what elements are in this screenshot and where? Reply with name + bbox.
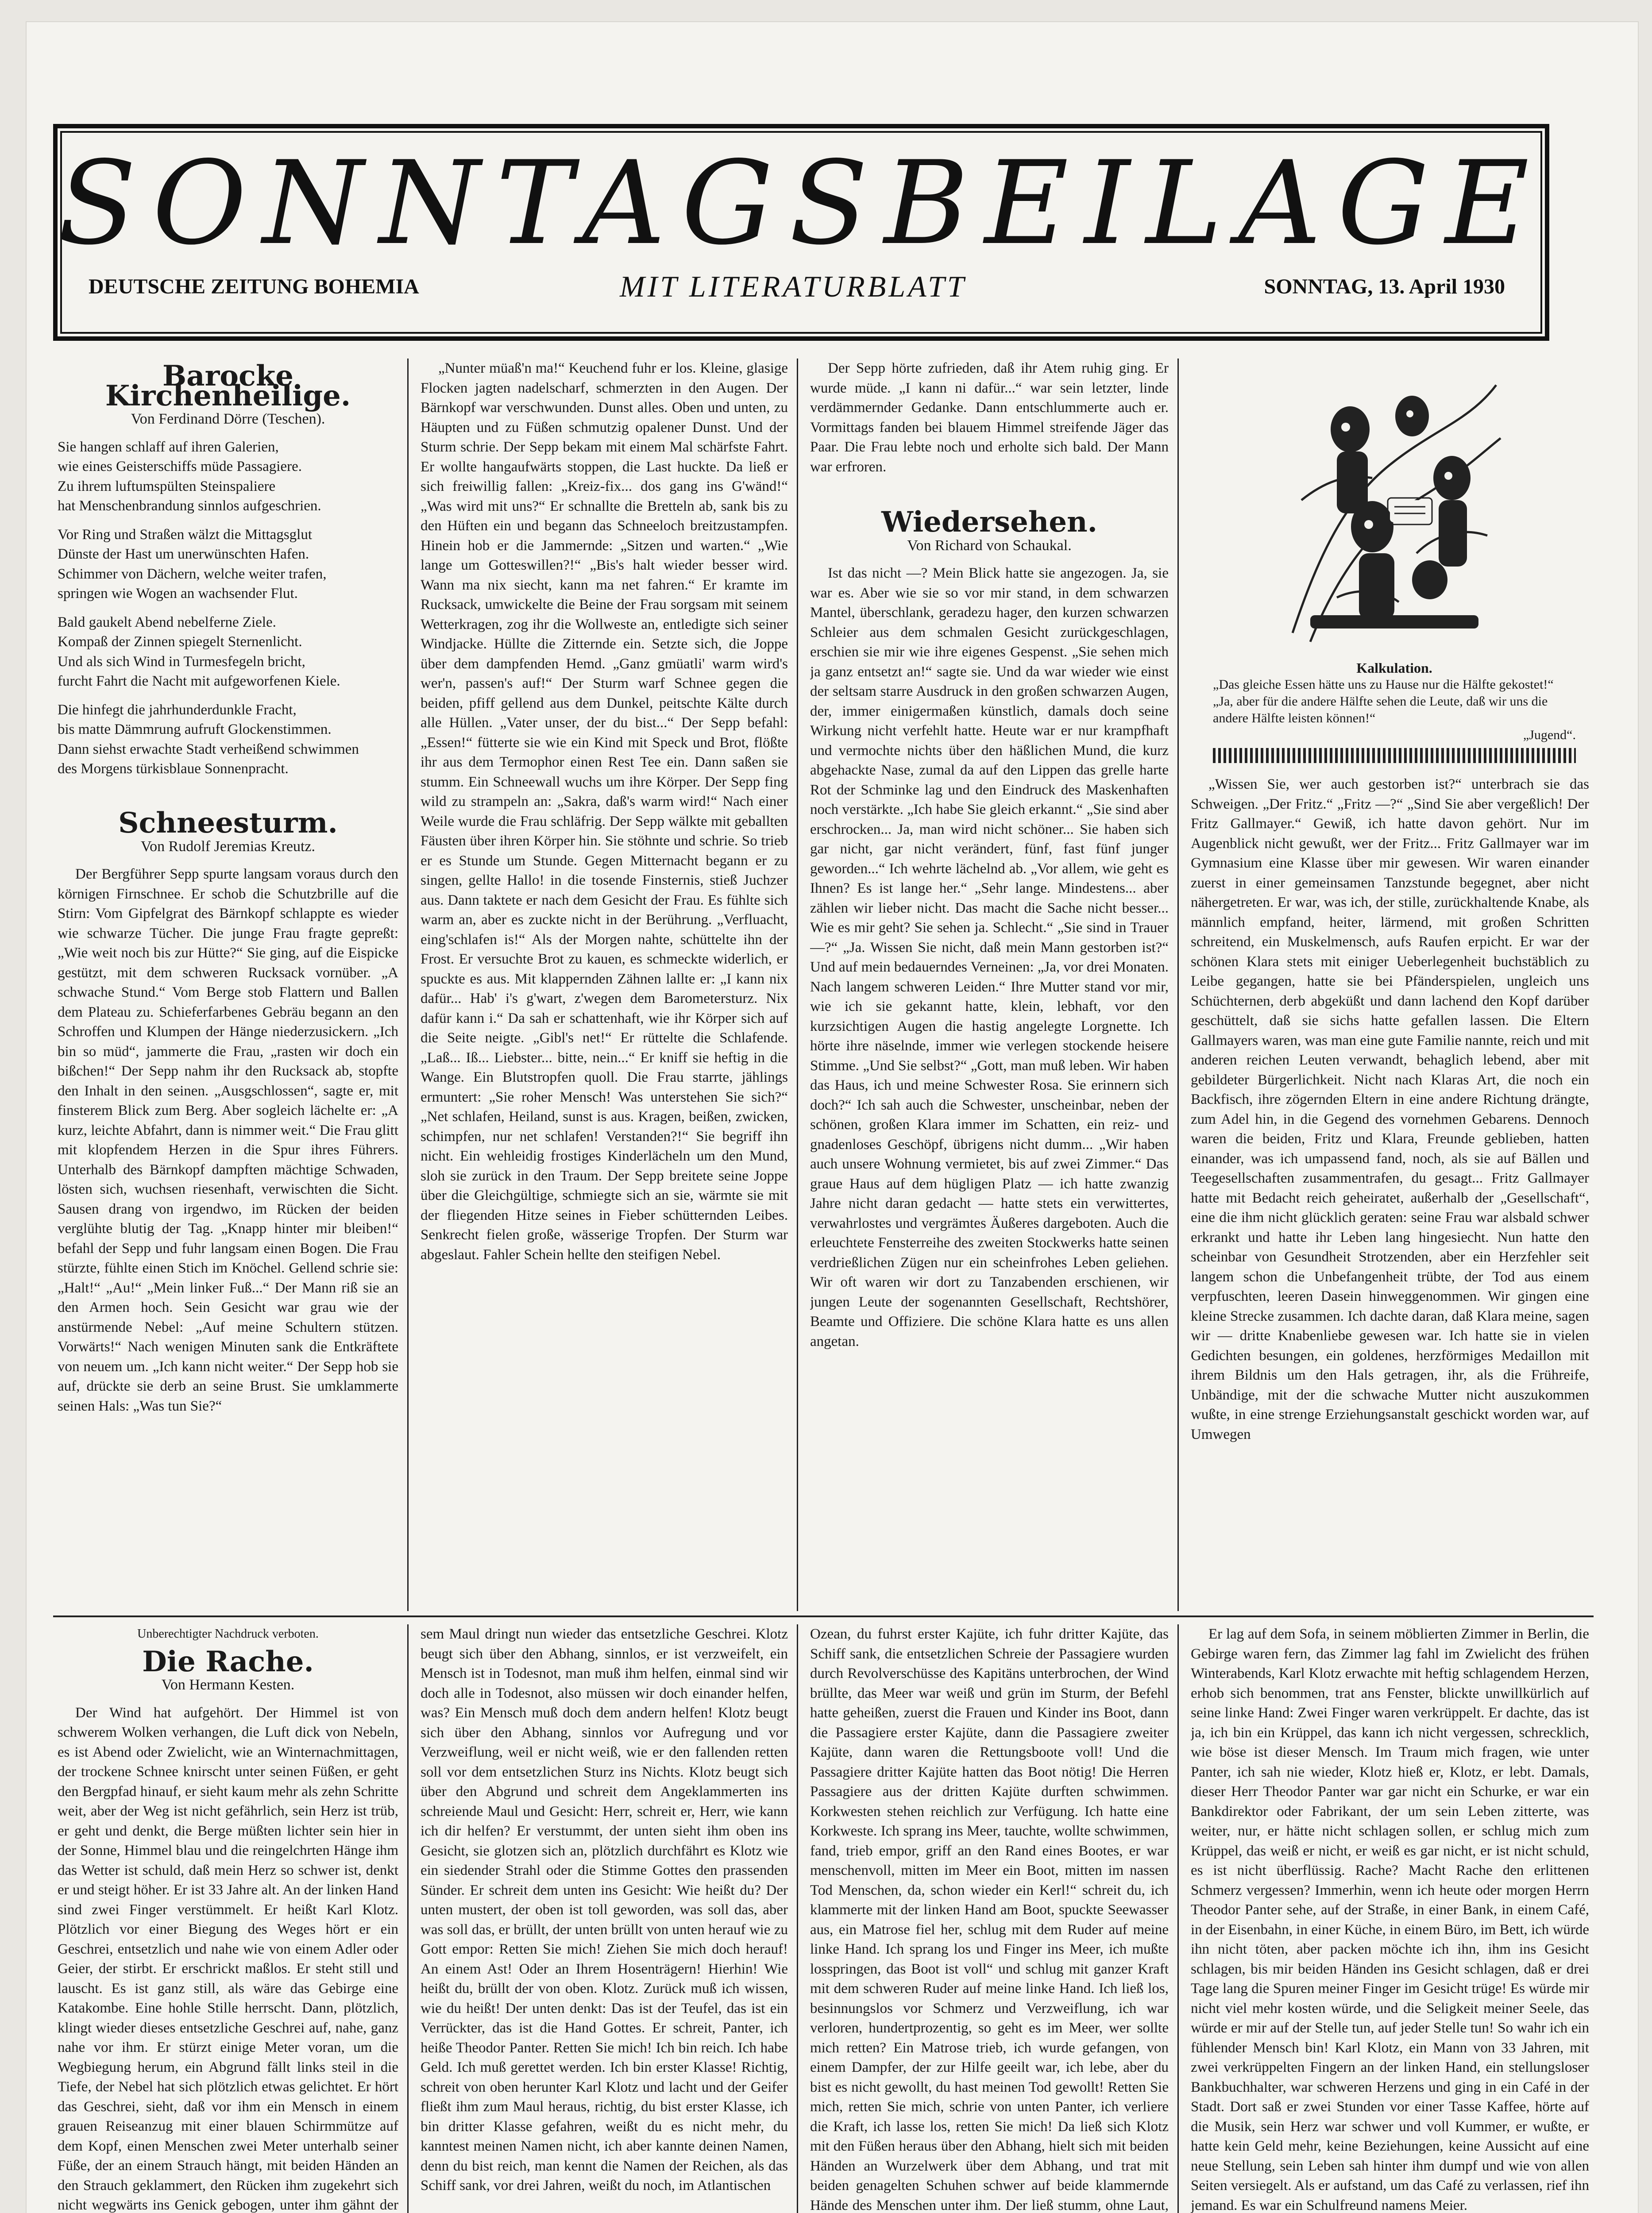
article-text: Ist das nicht —? Mein Blick hatte sie angezogen. Ja, sie war es. Aber wie sie so vor mir stand, in dem schwarzen Mantel, überschlank, geradezu hager, den kurzen schwarzen Schleier aus dem schmalen Gesicht zurückgeschlagen, erschien sie mir wie ihre eigenes Gespenst. „Sie sehen mich ja ganz entsetzt an!“ sagte sie. Und da war wieder wie einst der seltsam starre Ausdruck in den großen schwarzen Augen, der, immer einigermaßen künstlich, damals doch seine Wirkung nicht verfehlt hatte. Heute war er nur krampfhaft und vermochte nichts über den häßlichen Mund, die kurz abgehackte Nase, zumal da auf den Lippen das grelle harte Rot der Schminke lag und den Eindruck des Maskenhaften noch verstärkte. „Ich habe Sie gleich erkannt.“ „Sie sind aber erschrocken... Ja, man wird nicht schöner... Sie haben sich gar nicht, gar nicht verändert, fünf, fast fünf junger geworden...“ Ich wehrte lächelnd ab. „Vor allem, wie geht es Ihnen? Es ist lange her.“ „Sehr lange. Mindestens... aber zählen wir lieber nicht. Das macht die Sache nicht besser... Wie es mir geht? Sie sehen ja. Schlecht.“ „Sie sind in Trauer —?“ „Ja. Wissen Sie nicht, daß mein Mann gestorben ist?“ Und auf mein bedauerndes Verneinen: „Ja, vor drei Monaten. Nach langem schweren Leiden.“ Ihre Mutter stand vor mir, wie ich sie gekannt hatte, klein, lebhaft, vor den kurzsichtigen Augen die hastig angelegte Lorgnette. Ich hörte ihre näselnde, immer wie verlegen stockende heisere Stimme. „Und Sie selbst?“ „Gott, man muß leben. Wir haben das Haus, ich und meine Schwester Rosa. Sie erinnern sich doch?“ Ich sah auch die Schwester, unscheinbar, neben der schönen, großen Klara immer im Schatten, ein reiz- und gnadenloses Geschöpf, übrigens nicht dumm... „Wir haben auch unsere Wohnung vermietet, bis auf zwei Zimmer.“ Das graue Haus auf dem hügligen Platz — ich hatte zwanzig Jahre nicht daran gedacht — hatte stets ein verwittertes, verwahrlostes und vergrämtes Äußeres dargeboten. Auch die erleuchtete Fensterreihe des zweiten Stockwerks hatte seinen verdrießlichen Zügen nur ein scheinfrohes Leben geliehen. Wir oft waren wir dort zu Tanzabenden erschienen, wir jungen Leute der sogenannten Gesellschaft, Rechtshörer, Beamte und Offiziere. Die schöne Klara hatte es uns allen angetan. <box>810 565 1169 1349</box>
poem-line: Vor Ring und Straßen wälzt die Mittagsglut <box>58 526 313 543</box>
article-text: „Wissen Sie, wer auch gestorben ist?“ unterbrach sie das Schweigen. „Der Fritz.“ „Fritz —?“ „Sind Sie aber vergeßlich! Der Fritz Gallmayer.“ Gewiß, ich hatte davon gehört. Nur im Augenblick nicht gewußt, wer der Fritz... Fritz Gallmayer war im Gymnasium eine Klasse über mir gewesen. Wir waren einander zuerst in einer gemeinsamen Tanzstunde begegnet, aber nicht nähergetreten. Er war, was ich, der stille, zurückhaltende Knabe, als männlich empfand, heiter, lärmend, mit großen Schritten schreitend, ein Muskelmensch, aufs Raufen erpicht. Er war der schönen Klara stets mit einiger Ueberlegenheit buchstäblich zu Leibe gegangen, hatte sie bei Pfänderspielen, ungleich uns Schüchternen, derb abgeküßt und dann lachend den Kopf darüber geschüttelt, daß sie sichs hatte gefallen lassen. Die Eltern Gallmayers waren, was man eine gute Familie nannte, reich und mit anderen reichen Leuten verwandt, behaglich lebend, aber mit gebildeter Bürgerlichkeit. Nicht nach Klaras Art, die noch ein Backfisch, ihre zögernden Eltern in eine andere Richtung drängte, zum Adel hin, in die Gegend des vornehmen Gebarens. Dennoch waren die beiden, Fritz und Klara, Freunde geblieben, hatten einander, was ich umpassend fand, noch, als sie auf Bällen und Teegesellschaften zusammentrafen, du gesagt... Fritz Gallmayer hatte mit Bedacht reich geheiratet, außerhalb der „Gesellschaft“, eine die ihm nicht glücklich geraten: seine Frau war alsbald schwer erkrankt und hatte ihr Leben lang hingesiecht. Nun hatte den scheinbar von Gesundheit Strotzenden, aber ein Herzfehler seit langem schon die Unbefangenheit trübte, der Tod aus einem verpfuschten, leeren Dasein hinweggenommen. Wir gingen eine kleine Strecke zusammen. Ich dachte daran, daß Klara meine, sagen wir — dritte Knabenliebe gewesen war. Ich hatte sie in vielen Gedichten besungen, ein goldenes, herzförmiges Medaillon mit ihrem Bildnis um den Hals getragen, ihr, als die Frühreife, Unbändige, mit der die schwache Mutter nicht auszukommen wußte, in eine strenge Erziehungsanstalt geschickt worden war, auf Umwegen <box>1191 776 1589 1442</box>
article-byline: Von Richard von Schaukal. <box>907 537 1072 554</box>
rache-article-part4 <box>1191 1624 1589 2213</box>
poem-line: Dünste der Hast um unerwünschten Hafen. <box>58 546 309 562</box>
poem-line: Und als sich Wind in Turmesfegeln bricht, <box>58 653 305 670</box>
schneesturm-article-part2 <box>421 359 788 1602</box>
article-text: sem Maul dringt nun wieder das entsetzliche Geschrei. Klotz beugt sich über den Abhang, sinnlos, er ist verzweifelt, ein Mensch ist in Todesnot, man muß ihm helfen, einmal sind wir doch alle in Todesnot, also müssen wir doch einander helfen, was? Ein Mensch muß doch dem andern helfen! Klotz beugt sich über den Abhang, sinnlos vor Aufregung und vor Verzweiflung, weil er nicht weiß, wie er den fallenden retten soll vor dem entsetzlichen Sturz ins Nichts. Klotz beugt sich über den Abgrund und schreit dem Angeklammerten ins schreiende Maul und Gesicht: Herr, schreit er, Herr, wie kann ich dir helfen? Er verstummt, der unten sieht ihm oben ins Gesicht, sie glotzen sich an, plötzlich durchfährt es Klotz wie ein siedender Strahl oder die Stimme Gottes den prassenden Sünder. Er schreit dem unten ins Gesicht: Wie heißt du? Der unten mustert, der oben ist toll geworden, was soll das, aber was soll das, er brüllt, der unten brüllt von unten herauf wie zu Gott empor: Retten Sie mich! Ziehen Sie mich doch herauf! An einem Ast! Oder an Ihrem Hosenträgern! Hierhin! Wie heißt du, brüllt der von oben. Klotz. Zurück muß ich wissen, wie du heißt! Der unten denkt: Das ist der Teufel, das ist ein Verrückter, das ist die Hand Gottes. Er schreit, Panter, ich heiße Theodor Panter. Retten Sie mich! Ich bin reich. Ich habe Geld. Ich muß gerettet werden. Ich bin erster Klasse! Richtig, schreit von oben herunter Karl Klotz und lacht und der Geifer fließt ihm zum Maul heraus, richtig, du bist erster Klasse, ich bin dritter Klasse gefahren, weißt du es nicht mehr, du kanntest meinen Namen nicht, ich aber kannte deinen Namen, denn du bist reich, man kennt die Namen der Reichen, als das Schiff sank, vor drei Jahren, weißt du noch, im Atlantischen <box>421 1626 788 2194</box>
article-text: „Nunter müaß'n ma!“ Keuchend fuhr er los. Kleine, glasige Flocken jagten nadelscharf, schmerzten in den Augen. Der Bärnkopf war verschwunden. Dunst alles. Oben und unten, zu Häupten und zu Füßen schmutzig opalener Dunst. Und der Sturm schrie. Der Sepp bekam mit einem Mal schärfste Fahrt. Er wollte hangaufwärts stoppen, die Last huckte. Da ließ er sich freiwillig fallen: „Kreiz-fix... dos gang ins G'wänd!“ „Was wird mit uns?“ Er schnallte die Bretteln ab, sank bis zu den Hüften ein und begann das Schneeloch breitzustampfen. Hinein hob er die Jammernde: „Sitzen und warten.“ „Wie lange um Gotteswillen?!“ „Bis's halt wieder besser wird. Wann ma nix siecht, kann ma net fahren.“ Er kramte im Rucksack, umwickelte die Beine der Frau sorgsam mit seinem Wetterkragen, zog ihr die Wollweste an, entledigte sich seiner Windjacke. Hüllte die Zitternde ein. Setzte sich, die Joppe über dem dampfenden Hemd. „Ganz gmüatli' warm wird's wer'n, passen's auf!“ Der Sturm warf Schnee gegen die beiden, pfiff gellend aus dem Dunkel, peitschte Kälte durch alle Hüllen. „Vater unser, der du bist...“ Der Sepp befahl: „Essen!“ fütterte sie wie ein Kind mit Speck und Brot, flößte ihr aus dem Termophor einen Rest Tee ein. Dann saßen sie stumm. Ein Schneewall wuchs um ihre Körper. Der Sepp fing wild zu strampeln an: „Sakra, daß's warm wird!“ Nach einer Weile wurde die Frau schläfrig. Der Sepp wälkte mit geballten Fäusten über ihren Körper hin. Sie stöhnte und schrie. So trieb er es Stunde um Stunde. Gegen Mitternacht begann er zu singen, gellte Hallo! in die tosende Finsternis, stieß Juchzer aus. Dann taktete er nach dem Gesicht der Frau. Es fühlte sich warm an, aber es zuckte nicht in der Berührung. „Verfluacht, eing'schlafen is!“ Als der Morgen nahte, schüttelte ihn der Frost. Er versuchte Brot zu kauen, es schmeckte widerlich, er spuckte es aus. Mit klappernden Zähnen lallte er: „I kann nix dafür... Hab' i's g'wart, z'wegen dem Barometersturz. Nix dafür kann i.“ Da sah er schattenhaft, wie ihr Körper sich auf die Seite neigte. „Gibl's net!“ Er rüttelte die Schlafende. „Laß... Iß... Liebster... bitte, nein...“ Er kniff sie heftig in die Wange. Ein Blutstropfen quoll. Die Frau starrte, jählings ermuntert: „Sie roher Mensch! Was unterstehen Sie sich?“ „Net schlafen, Heiland, sunst is aus. Kragen, beißen, zwicken, schimpfen, nur net schlafen! Verstanden?!“ Sie begriff ihn nicht. Ein wehleidig frostiges Kinderlächeln um den Mund, sloh sie zurück in den Traum. Der Sepp breitete seine Joppe über die Gleichgültige, schmiegte sich an sie, wärmte sie mit der fliegenden Hitze seines in Fieber schütternden Leibes. Senkrecht fielen große, wässerige Tropfen. Der Sturm war abgeslaut. Fahler Schein hellte den steifigen Nebel. <box>421 360 788 1263</box>
article-byline: Von Rudolf Jeremias Kreutz. <box>140 838 316 855</box>
poem-line: des Morgens türkisblaue Sonnenpracht. <box>58 761 289 777</box>
cartoon-caption <box>1213 659 1576 744</box>
rache-article-part1 <box>58 1624 398 2213</box>
rache-article-part3 <box>810 1624 1169 2213</box>
column-divider <box>407 359 409 1611</box>
poem-line: furcht Fahrt die Nacht mit aufgeworfenen Kiele. <box>58 673 340 689</box>
poem-line: bis matte Dämmrung aufruft Glockenstimmen. <box>58 721 332 737</box>
article-title: Schneesturm. <box>118 806 338 840</box>
poem-line: Zu ihrem luftumspülten Steinspaliere <box>58 478 276 494</box>
wiedersehen-article-part2 <box>1191 775 1589 1602</box>
poem-line: Die hinfegt die jahrhunderdunkle Fracht, <box>58 702 297 718</box>
poem-line: hat Menschenbrandung sinnlos aufgeschrien. <box>58 498 321 514</box>
decorative-hatch-divider <box>1213 748 1576 763</box>
section-divider <box>53 1615 1594 1617</box>
article-text: Der Bergführer Sepp spurte langsam voraus durch den körnigen Firnschnee. Er schob die Schutzbrille auf die Stirn: Vom Gipfelgrat des Bärnkopf schlappte es wieder wie schwarze Tücher. Die junge Frau fragte gepreßt: „Wie weit noch bis zur Hütte?“ Sie ging, auf die Eispicke gestützt, mit dem schweren Rucksack vornüber. „A schwache Stund.“ Vom Berge stob Flattern und Ballen dem Plateau zu. Schieferfarbenes Gebräu begann an den Schroffen und Klumpen der Hänge niederzusickern. „Ich bin so müd“, jammerte die Frau, „rasten wir doch ein bißchen!“ Der Sepp nahm ihr den Rucksack ab, stopfte den Inhalt in den seinen. „Ausgschlossen“, sagte er, mit finsterem Blick zum Berg. Aber sogleich lächelte er: „A kurz, leichte Abfahrt, dann is nimmer weit.“ Die Frau glitt mit klopfendem Herzen in die Spur ihres Führers. Unterhalb des Bärnkopf dampften mächtige Schwaden, lösten sich, wuchsen riesenhaft, verwischten die Sicht. Sausen drang von irgendwo, im Rücken der beiden verglühte blutig der Tag. „Knapp hinter mir bleiben!“ befahl der Sepp und fuhr langsam einen Bogen. Die Frau stürzte, fühlte einen Stich im Knöchel. Gellend schrie sie: „Halt!“ „Au!“ „Mein linker Fuß...“ Der Mann riß sie an den Armen hoch. Sein Gesicht war grau wie der anstürmende Nebel: „Auf meine Schultern stützen. Vorwärts!“ Nach wenigen Minuten sank die Entkräftete von neuem um. „Ich kann nicht weiter.“ Der Sepp hob sie auf, drückte sie derb an seine Brust. Sie umklammerte seinen Hals: „Was tun Sie?“ <box>58 866 398 1414</box>
poem-article <box>58 359 398 801</box>
article-title: Wiedersehen. <box>881 505 1097 539</box>
article-title: Die Rache. <box>142 1645 314 1678</box>
poem-byline: Von Ferdinand Dörre (Teschen). <box>131 411 325 427</box>
poem-title: Barocke Kirchenheilige. <box>105 359 351 413</box>
column-divider <box>797 1624 798 2213</box>
column-divider <box>1177 1624 1179 2213</box>
article-byline: Von Hermann Kesten. <box>161 1677 295 1693</box>
rache-article-part2 <box>421 1624 788 2213</box>
column-divider <box>797 359 798 1611</box>
issue-date: SONNTAG, 13. April 1930 <box>1264 275 1505 298</box>
poem-line: Sie hangen schlaff auf ihren Galerien, <box>58 439 279 455</box>
caption-title: Kalkulation. <box>1356 660 1432 676</box>
article-text: Ozean, du fuhrst erster Kajüte, ich fuhr dritter Kajüte, das Schiff sank, die entsetzlichen Schreie der Passagiere wurden durch Revolverschüsse des Kapitäns unterbrochen, der Wind brüllte, das Meer war weiß und grün im Sturm, der Befehl hatte geheißen, zuerst die Frauen und Kinder ins Boot, dann die Passagiere erster Kajüte, dann die Passagiere zweiter Kajüte, dann waren die Rettungsboote voll! Und die Passagiere dritter Kajüte hatten das Boot nötig! Die Herren Passagiere aus der dritten Kajüte durften schwimmen. Korkwesten stehen reichlich zur Verfügung. Ich hatte eine Korkweste. Ich sprang ins Meer, tauchte, wollte schwimmen, fand, trieb empor, griff an den Rand eines Bootes, er war menschenvoll, mitten im Meer ein Boot, mitten im nassen Tod Menschen, da, schon wieder ein Kerl!“ schreit du, ich klammerte mit der linken Hand am Boot, spuckte Seewasser aus, ein Matrose fiel her, schlug mit dem Ruder auf meine linke Hand. Ich sprang los und Finger ins Meer, ich mußte losspringen, das Boot ist voll“ und schlug mit ganzer Kraft mit dem schweren Ruder auf meine linke Hand. Ich ließ los, besinnungslos vor Schmerz und Verzweiflung, ich war verloren, hundertprozentig, so geht es im Meer, wer sollte mich retten? Ein Matrose trieb, ich wurde gefangen, von einem Dampfer, der zur Hilfe geeilt war, ich lebe, aber du bist es nicht gewollt, du hast meinen Tod gewollt! Retten Sie mich, retten Sie mich, schrie von unten Panter, ich verliere die Kraft, ich lasse los, retten Sie mich! Da ließ sich Klotz mit den Füßen heraus über den Abhang, hielt sich mit beiden Händen an Wurzelwerk über dem Abhang, und trat mit beiden genagelten Schuhen schwer auf beide klammernde Hände des Menschen unter ihm. Der ließ stumm, ohne Laut, <box>810 1626 1169 2213</box>
caption-text: „Das gleiche Essen hätte uns zu Hause nur die Hälfte gekostet!“ „Ja, aber für die andere Hälfte sehen die Leute, daß wir uns die andere Hälfte leisten können!“ <box>1213 677 1554 725</box>
article-text: Der Sepp hörte zufrieden, daß ihr Atem ruhig ging. Er wurde müde. „I kann ni dafür...“ war sein letzter, linde verdämmernder Gedanke. Dann entschlummerte auch er. Vormittags fanden bei blauem Himmel streifende Jäger das Paar. Die Frau lebte noch und erholte sich bald. Der Mann war erfroren. <box>810 360 1169 475</box>
article-text: Der Wind hat aufgehört. Der Himmel ist von schwerem Wolken verhangen, die Luft dick von Nebeln, es ist Abend oder Zwielicht, wie an Winternachmittagen, der trockene Schnee knirscht unter seinen Füßen, er geht den Bergpfad hinauf, er sieht kaum mehr als zehn Schritte weit, aber der Weg ist nicht gefährlich, sein Herz ist trüb, er geht und denkt, die Berge müßten lichter sein hier in der Sonne, Himmel blau und die reingelchrten Hänge ihm das Wetter ist schuld, daß mein Herz so schwer ist, denkt er und steigt höher. Er ist 33 Jahre alt. An der linken Hand sind zwei Finger verstümmelt. Er heißt Karl Klotz. Plötzlich vor einer Biegung des Weges hört er ein Geschrei, entsetzlich und nahe wie von einem Adler oder Geier, der stirbt. Er erschrickt maßlos. Er steht still und lauscht. Es ist ganz still, als wäre das Gebirge eine Katakombe. Eine hohle Stille herrscht. Dann, plötzlich, klingt wieder dieses entsetzliche Geschrei auf, nahe, ganz nahe vor ihm. Er stürzt einige Meter voran, um die Wegbiegung herum, ein Abgrund fällt links steil in die Tiefe, der Nebel hat sich plötzlich etwas gelichtet. Er hört das Geschrei, sieht, daß vor ihm ein Mensch in einem grauen Reiseanzug mit einer blauen Schirmmütze auf dem Kopf, einen Menschen zwei Meter unterhalb seiner Füße, der an einem Strauch hängt, mit beiden Händen an den Strauch geklammert, den Rücken ihm zugekehrt sich nicht wegwärts ins Genick gebogen, unter ihm gähnt der <box>58 1704 398 2213</box>
column-divider <box>407 1624 409 2213</box>
schneesturm-article-part1 <box>58 806 398 1602</box>
poem-line: Dann siehst erwachte Stadt verheißend schwimmen <box>58 741 359 757</box>
poem-line: Schimmer von Dächern, welche weiter trafen, <box>58 566 327 582</box>
poem-line: Bald gaukelt Abend nebelferne Ziele. <box>58 614 276 630</box>
cartoon-illustration <box>1284 367 1505 651</box>
masthead <box>53 124 1549 341</box>
supplement-subtitle: MIT LITERATURBLATT <box>620 270 967 303</box>
masthead-title: SONNTAGSBEILAGE <box>58 137 1545 270</box>
wiedersehen-article-part1 <box>810 505 1169 1602</box>
poem-line: wie eines Geisterschiffs müde Passagiere. <box>58 459 302 474</box>
poem-line: Kompaß der Zinnen spiegelt Sternenlicht. <box>58 634 302 650</box>
reprint-notice: Unberechtigter Nachdruck verboten. <box>137 1627 319 1641</box>
caption-credit: „Jugend“. <box>1523 728 1576 742</box>
article-text: Er lag auf dem Sofa, in seinem möblierten Zimmer in Berlin, die Gebirge waren fern, das Zimmer lag fahl im Zwielicht des frühen Winterabends, Karl Klotz erwachte mit heftig schlagendem Herzen, erhob sich benommen, trat ans Fenster, blickte unwillkürlich auf seine linke Hand: Zwei Finger waren verkrüppelt. Er dachte, das ist ja, ich bin ein Krüppel, das kann ich nicht vergessen, schrecklich, wie böse ist dieser Mensch. Im Traum mich fragen, wie unter Panter, ich sah nie wieder, Klotz hieß er, Klotz, er lebt. Damals, dieser Herr Theodor Panter war gar nicht ein Schurke, er war ein Bankdirektor oder Fabrikant, der um sein Leben zitterte, was weiter, nur, er hätte nicht schlagen sollen, er schlug mich zum Krüppel, das weiß er nicht, er weiß es gar nicht, er ist nicht schuld, es ist nicht überflüssig. Rache? Macht Rache den erlittenen Schmerz vergessen? Immerhin, wenn ich heute oder morgen Herrn Theodor Panter sehe, auf der Straße, in einer Bank, in einem Café, in der Eisenbahn, in einer Küche, in einem Büro, im Bett, ich würde ihn nicht töten, aber packen möchte ich ihn, ihm ins Gesicht schlagen, bis mir beiden Händen ins Gesicht schlagen, daß er drei Tage lang die Spuren meiner Finger im Gesicht trüge! Es würde mir nicht viel mehr kosten würde, und die Seligkeit meiner Seele, das würde er mir auf der Stelle tun, auf jeder Stelle tun! So wahr ich ein fühlender Mensch bin! Karl Klotz, ein Mann von 33 Jahren, mit zwei verkrüppelten Fingern an der linken Hand, ein stellungsloser Bankbuchhalter, war schweren Herzens und ging in ein Café in der Stadt. Dort saß er zwei Stunden vor einer Tasse Kaffee, hörte auf die Musik, sein Herz war schwer und voll Kummer, er wußte, er hatte kein Geld mehr, keine Beziehungen, keine Aussicht auf eine neue Stellung, sein Leben sah hinter ihm dumpf und wie von allen Seiten versiegelt. Als er aufstand, um das Café zu verlassen, rief ihn jemand. Es war ein Schulfreund namens Meier. <box>1191 1626 1589 2213</box>
poem-line: springen wie Wogen an wachsender Flut. <box>58 586 298 601</box>
cartoon-drawing <box>1284 367 1505 651</box>
schneesturm-article-part3 <box>810 359 1169 505</box>
column-divider <box>1177 359 1179 1611</box>
newspaper-name: DEUTSCHE ZEITUNG BOHEMIA <box>89 275 419 298</box>
newspaper-page <box>27 22 1638 2213</box>
